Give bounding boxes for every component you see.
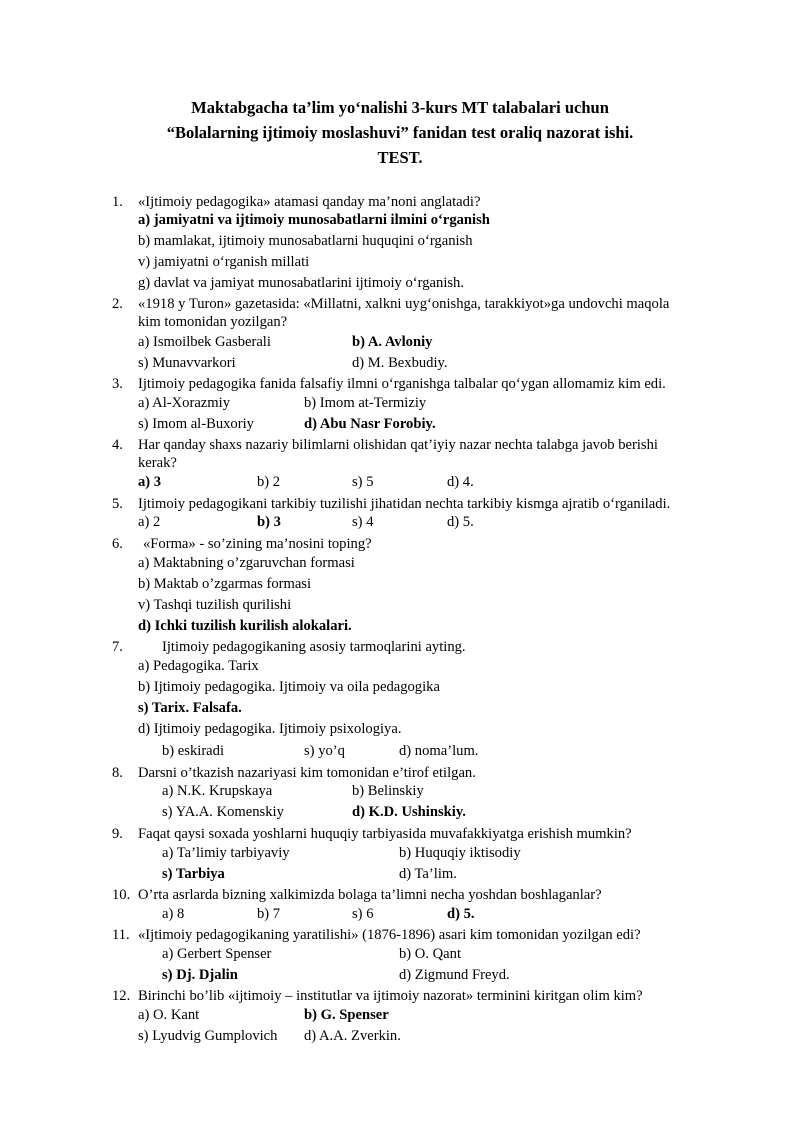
answer-option: b) 7: [257, 906, 281, 922]
answer-option: d) A.A. Zverkin.: [304, 1028, 401, 1044]
question-number: 4.: [112, 437, 123, 453]
question-number: 3.: [112, 376, 123, 392]
answer-option: d) noma’lum.: [399, 743, 479, 759]
question-text: «1918 y Turon» gazetasida: «Millatni, xalkni uyg‘onishga, tarakkiyot»ga undovchi maqola: [138, 296, 670, 312]
answer-option-correct: a) jamiyatni va ijtimoiy munosabatlarni ilmini o‘rganish: [138, 212, 490, 228]
answer-option: b) eskiradi: [162, 743, 225, 759]
question-text: Faqat qaysi soxada yoshlarni huquqiy tarbiyasida muvafakkiyatga erishish mumkin?: [138, 826, 632, 842]
answer-option: b) 2: [257, 474, 281, 490]
document-title-line-1: Maktabgacha ta’lim yo‘nalishi 3-kurs MT talabalari uchun: [191, 98, 609, 117]
question-text: Birinchi bo’lib «ijtimoiy – institutlar va ijtimoiy nazorat» terminini kiritgan olim kim?: [138, 988, 643, 1004]
answer-option: s) 4: [352, 514, 374, 530]
question-number: 6.: [112, 536, 123, 552]
question-number: 10.: [112, 887, 131, 903]
question-text: «Ijtimoiy pedagogika» atamasi qanday ma’noni anglatadi?: [138, 194, 481, 210]
question-text: O’rta asrlarda bizning xalkimizda bolaga ta’limni necha yoshdan boshlaganlar?: [138, 887, 602, 903]
question-text: Ijtimoiy pedagogikaning asosiy tarmoqlarini ayting.: [162, 639, 466, 655]
document-title-line-3: TEST.: [377, 148, 423, 167]
answer-option: a) N.K. Krupskaya: [162, 783, 273, 799]
question-text: Ijtimoiy pedagogika fanida falsafiy ilmni o‘rganishga talbalar qo‘ygan allomamiz kim edi.: [138, 376, 666, 392]
answer-option: b) Huquqiy iktisodiy: [399, 845, 521, 861]
answer-option: s) yo’q: [304, 743, 345, 759]
question-text-continued: kerak?: [138, 455, 177, 471]
answer-option-correct: d) 5.: [447, 906, 475, 922]
answer-option: a) Maktabning o’zgaruvchan formasi: [138, 555, 355, 571]
answer-option-correct: b) 3: [257, 514, 281, 530]
question-text: «Forma» - so’zining ma’nosini toping?: [143, 536, 372, 552]
answer-option: b) mamlakat, ijtimoiy munosabatlarni huquqini o‘rganish: [138, 233, 473, 249]
question-number: 8.: [112, 765, 123, 781]
question-number: 9.: [112, 826, 123, 842]
answer-option: a) Pedagogika. Tarix: [138, 658, 259, 674]
answer-option: b) Imom at-Termiziy: [304, 395, 427, 411]
answer-option: s) YA.A. Komenskiy: [162, 804, 284, 820]
answer-option: d) 4.: [447, 474, 474, 490]
answer-option-correct: s) Tarbiya: [162, 866, 225, 882]
question-text: Har qanday shaxs nazariy bilimlarni olishidan qat’iyiy nazar nechta talabga javob berishi: [138, 437, 658, 453]
answer-option-correct: a) 3: [138, 474, 162, 490]
answer-option: s) 5: [352, 474, 374, 490]
question-number: 2.: [112, 296, 123, 312]
answer-option: a) Ta’limiy tarbiyaviy: [162, 845, 290, 861]
question-number: 7.: [112, 639, 123, 655]
answer-option: s) Munavvarkori: [138, 355, 236, 371]
answer-option: g) davlat va jamiyat munosabatlarini ijtimoiy o‘rganish.: [138, 275, 464, 291]
document-title-line-2: “Bolalarning ijtimoiy moslashuvi” fanidan test oraliq nazorat ishi.: [166, 123, 634, 142]
answer-option: s) 6: [352, 906, 374, 922]
answer-option: a) Gerbert Spenser: [162, 946, 272, 962]
answer-option-correct: d) Ichki tuzilish kurilish alokalari.: [138, 618, 352, 634]
answer-option: d) M. Bexbudiy.: [352, 355, 448, 371]
answer-option: b) Ijtimoiy pedagogika. Ijtimoiy va oila pedagogika: [138, 679, 440, 695]
answer-option-correct: b) G. Spenser: [304, 1007, 389, 1023]
question-text-continued: kim tomonidan yozilgan?: [138, 314, 288, 330]
answer-option: a) O. Kant: [138, 1007, 200, 1023]
answer-option: d) Ijtimoiy pedagogika. Ijtimoiy psixologiya.: [138, 721, 402, 737]
answer-option: d) Zigmund Freyd.: [399, 967, 510, 983]
answer-option: b) O. Qant: [399, 946, 462, 962]
answer-option: s) Imom al-Buxoriy: [138, 416, 254, 432]
question-number: 11.: [112, 927, 130, 943]
question-text: Darsni o’tkazish nazariyasi kim tomonidan e’tirof etilgan.: [138, 765, 476, 781]
question-text: «Ijtimoiy pedagogikaning yaratilishi» (1876-1896) asari kim tomonidan yozilgan edi?: [138, 927, 641, 943]
answer-option: a) Al-Xorazmiy: [138, 395, 230, 411]
answer-option: b) Belinskiy: [352, 783, 424, 799]
answer-option-correct: s) Dj. Djalin: [162, 967, 238, 983]
answer-option: a) 8: [162, 906, 185, 922]
answer-option-correct: b) A. Avloniy: [352, 334, 433, 350]
answer-option: v) Tashqi tuzilish qurilishi: [138, 597, 292, 613]
answer-option: v) jamiyatni o‘rganish millati: [138, 254, 310, 270]
answer-option-correct: s) Tarix. Falsafa.: [138, 700, 242, 716]
question-number: 1.: [112, 194, 123, 210]
answer-option: d) Ta’lim.: [399, 866, 457, 882]
answer-option: a) Ismoilbek Gasberali: [138, 334, 271, 350]
question-number: 12.: [112, 988, 131, 1004]
answer-option-correct: d) Abu Nasr Forobiy.: [304, 416, 436, 432]
question-number: 5.: [112, 496, 123, 512]
answer-option: s) Lyudvig Gumplovich: [138, 1028, 278, 1044]
answer-option-correct: d) K.D. Ushinskiy.: [352, 804, 466, 820]
answer-option: d) 5.: [447, 514, 474, 530]
question-text: Ijtimoiy pedagogikani tarkibiy tuzilishi jihatidan nechta tarkibiy kismga ajratib o‘rganiladi.: [138, 496, 671, 512]
answer-option: a) 2: [138, 514, 161, 530]
answer-option: b) Maktab o’zgarmas formasi: [138, 576, 312, 592]
